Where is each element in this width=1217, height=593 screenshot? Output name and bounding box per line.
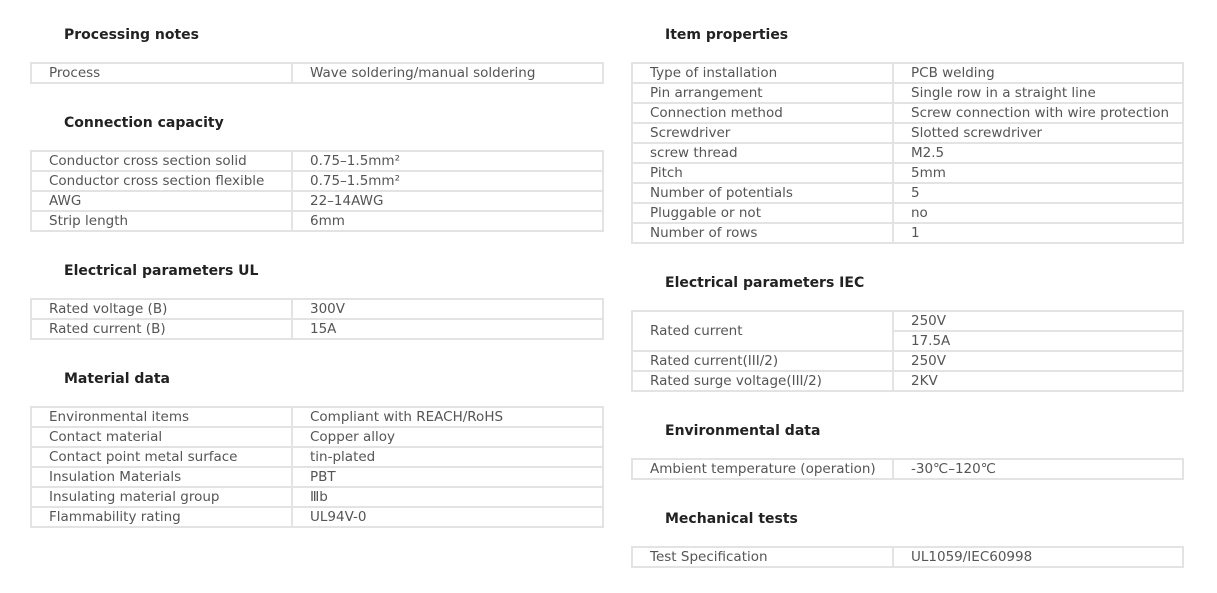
spec-label: Test Specification xyxy=(650,549,768,565)
spec-value: 1 xyxy=(911,225,920,241)
spec-value: Copper alloy xyxy=(310,429,395,445)
spec-label: Contact material xyxy=(49,429,163,445)
table-border-left xyxy=(30,298,32,340)
spec-value: Screw connection with wire protection xyxy=(911,105,1170,121)
spec-value: Slotted screwdriver xyxy=(911,125,1043,141)
spec-label: AWG xyxy=(49,193,82,209)
table-divider xyxy=(632,370,1183,372)
spec-row xyxy=(31,467,603,487)
spec-value: 17.5A xyxy=(911,333,951,349)
table-border-right xyxy=(1182,310,1184,392)
table-divider xyxy=(31,426,603,428)
table-divider xyxy=(31,406,603,408)
table-divider xyxy=(31,526,603,528)
spec-value: Single row in a straight line xyxy=(911,85,1096,101)
section-title: Environmental data xyxy=(665,423,821,439)
spec-row xyxy=(31,299,603,319)
spec-row xyxy=(31,151,603,171)
spec-value: 6mm xyxy=(310,213,345,229)
spec-label: Type of installation xyxy=(650,65,778,81)
table-divider xyxy=(31,62,603,64)
spec-value: 300V xyxy=(310,301,346,317)
spec-row xyxy=(632,143,1183,163)
table-divider xyxy=(632,546,1183,548)
spec-label: Pluggable or not xyxy=(650,205,761,221)
spec-row xyxy=(31,487,603,507)
table-divider xyxy=(632,242,1183,244)
spec-value: 15A xyxy=(310,321,337,337)
table-divider xyxy=(31,338,603,340)
table-border-left xyxy=(30,406,32,528)
spec-table-item-properties xyxy=(632,63,1183,243)
table-border-right xyxy=(1182,458,1184,480)
table-border-left xyxy=(631,546,633,568)
table-border-left xyxy=(631,458,633,480)
section-title: Connection capacity xyxy=(64,115,224,131)
spec-label: Insulation Materials xyxy=(49,469,182,485)
spec-value: Wave soldering/manual soldering xyxy=(310,65,536,81)
spec-row xyxy=(31,211,603,231)
spec-value: UL1059/IEC60998 xyxy=(911,549,1033,565)
spec-row xyxy=(632,203,1183,223)
table-divider xyxy=(632,202,1183,204)
section-title: Material data xyxy=(64,371,170,387)
spec-row xyxy=(31,447,603,467)
spec-label: Rated voltage (B) xyxy=(49,301,168,317)
spec-label: Contact point metal surface xyxy=(49,449,238,465)
table-column-divider xyxy=(291,150,293,232)
spec-row xyxy=(31,319,603,339)
table-divider xyxy=(632,122,1183,124)
spec-row xyxy=(632,163,1183,183)
spec-table-electrical-parameters-iec xyxy=(632,311,1183,391)
table-divider xyxy=(632,102,1183,104)
spec-label: Flammability rating xyxy=(49,509,181,525)
spec-row xyxy=(632,547,1183,567)
spec-label: Rated surge voltage(III/2) xyxy=(650,373,822,389)
table-divider xyxy=(632,566,1183,568)
spec-row xyxy=(31,171,603,191)
table-divider xyxy=(31,150,603,152)
table-divider xyxy=(632,350,1183,352)
table-border-left xyxy=(631,310,633,392)
spec-label: Conductor cross section flexible xyxy=(49,173,265,189)
spec-value: 250V xyxy=(911,353,947,369)
section-title: Item properties xyxy=(665,27,789,43)
table-divider xyxy=(632,142,1183,144)
spec-label: Screwdriver xyxy=(650,125,731,141)
table-column-divider xyxy=(892,310,894,392)
spec-label: Connection method xyxy=(650,105,783,121)
spec-value: Ⅲb xyxy=(310,489,328,505)
spec-label: Number of potentials xyxy=(650,185,793,201)
table-divider xyxy=(632,310,1183,312)
table-border-right xyxy=(602,62,604,84)
spec-label: Rated current xyxy=(650,323,743,339)
spec-value: 2KV xyxy=(911,373,938,389)
spec-label: Strip length xyxy=(49,213,129,229)
table-column-divider xyxy=(892,62,894,244)
spec-value: M2.5 xyxy=(911,145,945,161)
table-divider xyxy=(31,82,603,84)
table-border-left xyxy=(631,62,633,244)
table-divider xyxy=(632,82,1183,84)
spec-label: Pin arrangement xyxy=(650,85,763,101)
table-divider xyxy=(31,170,603,172)
spec-row xyxy=(632,63,1183,83)
spec-row xyxy=(31,191,603,211)
table-divider xyxy=(31,506,603,508)
spec-row xyxy=(632,123,1183,143)
table-border-right xyxy=(1182,546,1184,568)
spec-row xyxy=(31,63,603,83)
table-divider xyxy=(31,466,603,468)
spec-row xyxy=(632,371,1183,391)
table-divider xyxy=(632,458,1183,460)
spec-value: 250V xyxy=(911,313,947,329)
spec-row xyxy=(632,351,1183,371)
table-column-divider xyxy=(892,546,894,568)
table-divider xyxy=(31,446,603,448)
table-divider xyxy=(632,390,1183,392)
table-divider xyxy=(893,330,1183,332)
spec-row xyxy=(632,459,1183,479)
spec-value: UL94V-0 xyxy=(310,509,367,525)
spec-value: PCB welding xyxy=(911,65,995,81)
section-title: Electrical parameters IEC xyxy=(665,275,865,291)
spec-table-environmental-data xyxy=(632,459,1183,479)
table-divider xyxy=(31,318,603,320)
spec-value: 0.75–1.5mm² xyxy=(310,153,400,169)
spec-value: PBT xyxy=(310,469,336,485)
spec-value: -30℃–120℃ xyxy=(911,461,996,477)
spec-row xyxy=(632,183,1183,203)
spec-value: 22–14AWG xyxy=(310,193,384,209)
spec-table-processing-notes xyxy=(31,63,603,83)
spec-row xyxy=(31,407,603,427)
spec-value: no xyxy=(911,205,928,221)
table-divider xyxy=(632,62,1183,64)
table-divider xyxy=(31,230,603,232)
spec-row xyxy=(31,507,603,527)
spec-value: 5 xyxy=(911,185,920,201)
spec-value: 0.75–1.5mm² xyxy=(310,173,400,189)
spec-label: Rated current(III/2) xyxy=(650,353,779,369)
spec-label: Pitch xyxy=(650,165,683,181)
table-border-left xyxy=(30,62,32,84)
table-border-right xyxy=(1182,62,1184,244)
spec-label: Rated current (B) xyxy=(49,321,166,337)
spec-value: Compliant with REACH/RoHS xyxy=(310,409,504,425)
spec-table-electrical-parameters-ul xyxy=(31,299,603,339)
section-title: Electrical parameters UL xyxy=(64,263,259,279)
table-column-divider xyxy=(291,62,293,84)
spec-label: screw thread xyxy=(650,145,738,161)
table-column-divider xyxy=(291,298,293,340)
spec-label: Number of rows xyxy=(650,225,758,241)
spec-row xyxy=(632,103,1183,123)
table-border-right xyxy=(602,298,604,340)
spec-label: Conductor cross section solid xyxy=(49,153,247,169)
section-title: Processing notes xyxy=(64,27,200,43)
spec-table-material-data xyxy=(31,407,603,527)
spec-label: Process xyxy=(49,65,101,81)
spec-label: Ambient temperature (operation) xyxy=(650,461,876,477)
table-divider xyxy=(632,182,1183,184)
spec-row xyxy=(632,311,1183,351)
table-divider xyxy=(31,190,603,192)
spec-row xyxy=(31,427,603,447)
table-border-right xyxy=(602,406,604,528)
table-divider xyxy=(632,222,1183,224)
spec-value: tin-plated xyxy=(310,449,376,465)
spec-value: 5mm xyxy=(911,165,946,181)
spec-table-mechanical-tests xyxy=(632,547,1183,567)
table-column-divider xyxy=(291,406,293,528)
spec-row xyxy=(632,83,1183,103)
section-title: Mechanical tests xyxy=(665,511,798,527)
table-divider xyxy=(632,162,1183,164)
spec-table-connection-capacity xyxy=(31,151,603,231)
table-divider xyxy=(31,210,603,212)
table-divider xyxy=(632,478,1183,480)
table-column-divider xyxy=(892,458,894,480)
table-border-right xyxy=(602,150,604,232)
table-divider xyxy=(31,298,603,300)
spec-label: Environmental items xyxy=(49,409,190,425)
table-border-left xyxy=(30,150,32,232)
spec-label: Insulating material group xyxy=(49,489,220,505)
spec-row xyxy=(632,223,1183,243)
table-divider xyxy=(31,486,603,488)
